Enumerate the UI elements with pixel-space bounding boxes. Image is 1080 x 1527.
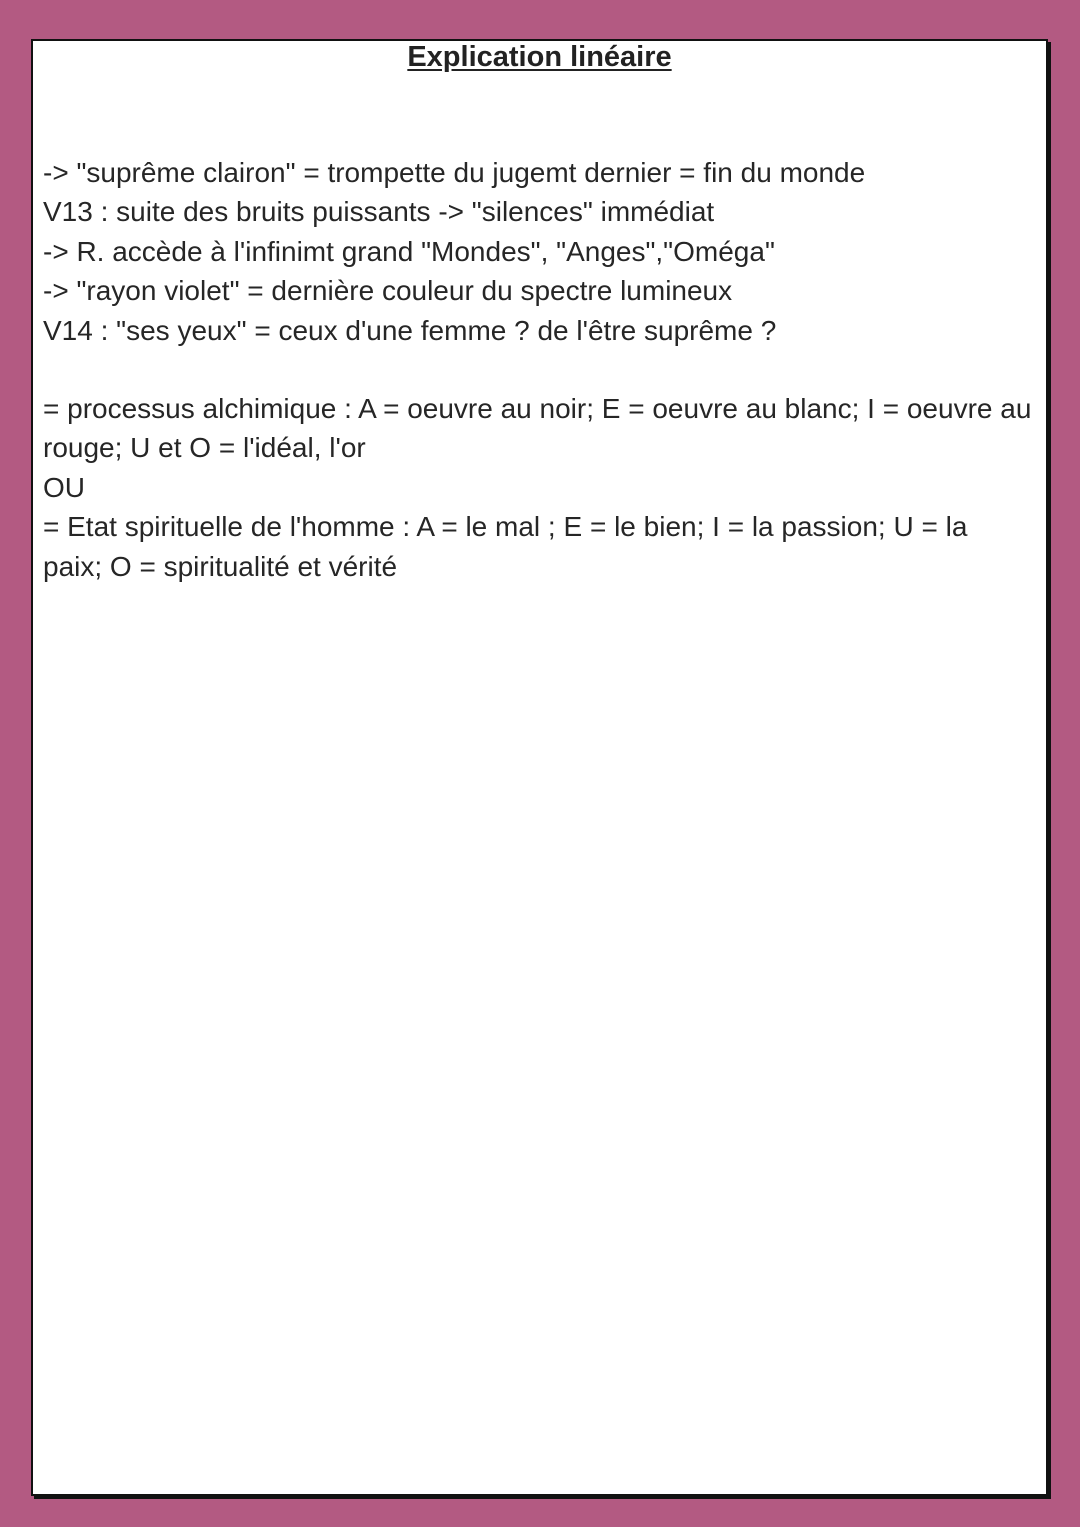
interpretation-separator: OU bbox=[43, 471, 85, 503]
document-page bbox=[31, 39, 1048, 1496]
note-line-4: -> "rayon violet" = dernière couleur du spectre lumineux bbox=[43, 275, 733, 307]
notes-list bbox=[43, 153, 1034, 350]
interpretation-alchemy: = processus alchimique : A = oeuvre au noir; E = oeuvre au blanc; I = oeuvre au rouge; U et O = l'idéal, l'or bbox=[43, 393, 1032, 464]
note-line-2: V13 : suite des bruits puissants -> "silences" immédiat bbox=[43, 196, 715, 228]
note-line-1: -> "suprême clairon" = trompette du jugemt dernier = fin du monde bbox=[43, 157, 866, 188]
interpretation-section bbox=[43, 389, 1034, 586]
page-title: Explication linéaire bbox=[407, 41, 672, 73]
interpretation-spiritual: = Etat spirituelle de l'homme : A = le mal ; E = le bien; I = la passion; U = la paix; O = spiritualité et vérité bbox=[43, 511, 968, 582]
note-line-3: -> R. accède à l'infinimt grand "Mondes", "Anges","Oméga" bbox=[43, 235, 775, 267]
note-line-5: V14 : "ses yeux" = ceux d'une femme ? de l'être suprême ? bbox=[43, 314, 777, 346]
